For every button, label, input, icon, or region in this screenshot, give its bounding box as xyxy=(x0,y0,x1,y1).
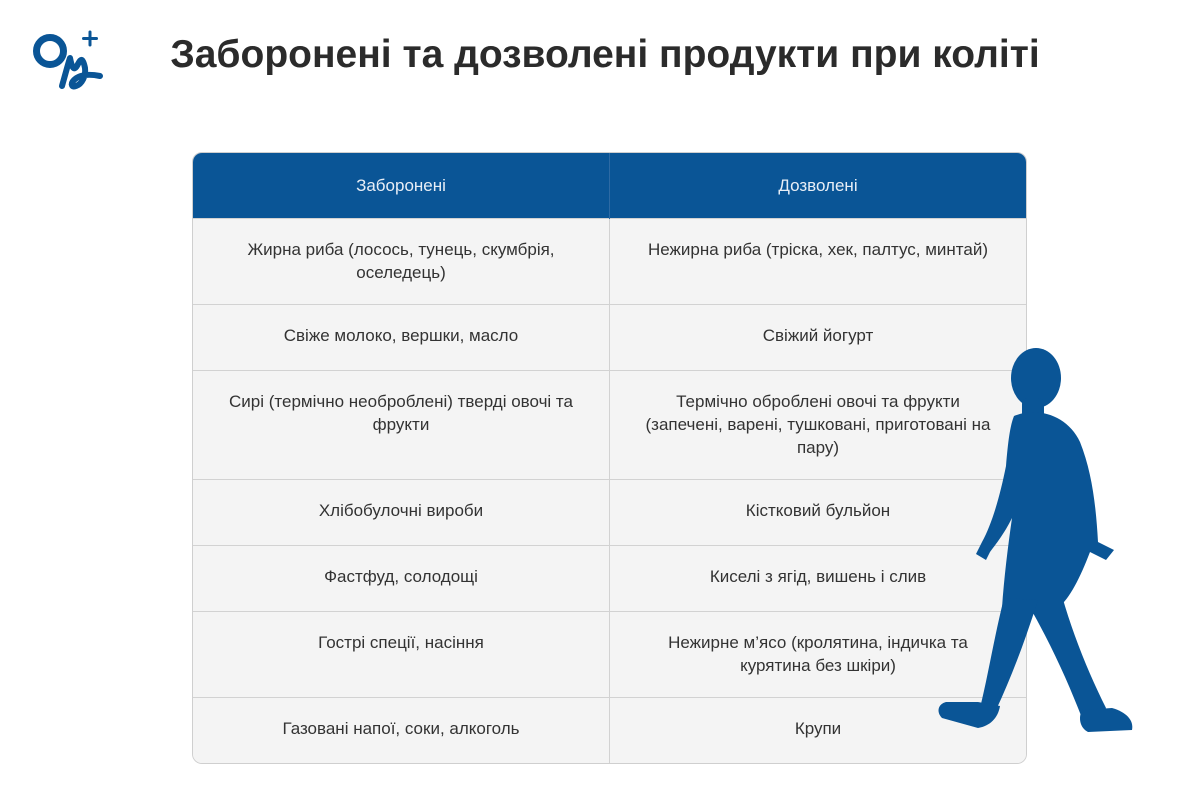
allowed-cell: Кістковий бульйон xyxy=(610,480,1027,546)
table-row xyxy=(193,219,1026,305)
forbidden-cell: Газовані напої, соки, алкоголь xyxy=(193,698,610,763)
forbidden-cell: Сирі (термічно необроблені) тверді овочі та фрукти xyxy=(193,371,610,480)
allowed-cell: Термічно оброблені овочі та фрукти (запечені, варені, тушковані, приготовані на пару) xyxy=(610,371,1027,480)
allowed-cell: Киселі з ягід, вишень і слив xyxy=(610,546,1027,612)
table-row xyxy=(193,305,1026,371)
table-row xyxy=(193,480,1026,546)
forbidden-cell: Гострі спеції, насіння xyxy=(193,612,610,698)
table-row xyxy=(193,546,1026,612)
brand-logo-icon[interactable] xyxy=(30,28,106,94)
table-row xyxy=(193,612,1026,698)
table-row xyxy=(193,371,1026,480)
column-header-allowed: Дозволені xyxy=(610,153,1027,219)
walking-man-icon xyxy=(930,346,1144,742)
allowed-cell: Нежирне м’ясо (кролятина, індичка та курятина без шкіри) xyxy=(610,612,1027,698)
allowed-cell: Свіжий йогурт xyxy=(610,305,1027,371)
allowed-cell: Крупи xyxy=(610,698,1027,763)
products-table xyxy=(192,152,1027,764)
table-header-row xyxy=(193,153,1026,219)
column-header-forbidden: Заборонені xyxy=(193,153,610,219)
table-row xyxy=(193,698,1026,763)
forbidden-cell: Хлібобулочні вироби xyxy=(193,480,610,546)
forbidden-cell: Свіже молоко, вершки, масло xyxy=(193,305,610,371)
forbidden-cell: Фастфуд, солодощі xyxy=(193,546,610,612)
allowed-cell: Нежирна риба (тріска, хек, палтус, минтай) xyxy=(610,219,1027,305)
forbidden-cell: Жирна риба (лосось, тунець, скумбрія, оселедець) xyxy=(193,219,610,305)
products-table-grid xyxy=(193,153,1026,763)
page-title: Заборонені та дозволені продукти при коліті xyxy=(170,33,1040,76)
